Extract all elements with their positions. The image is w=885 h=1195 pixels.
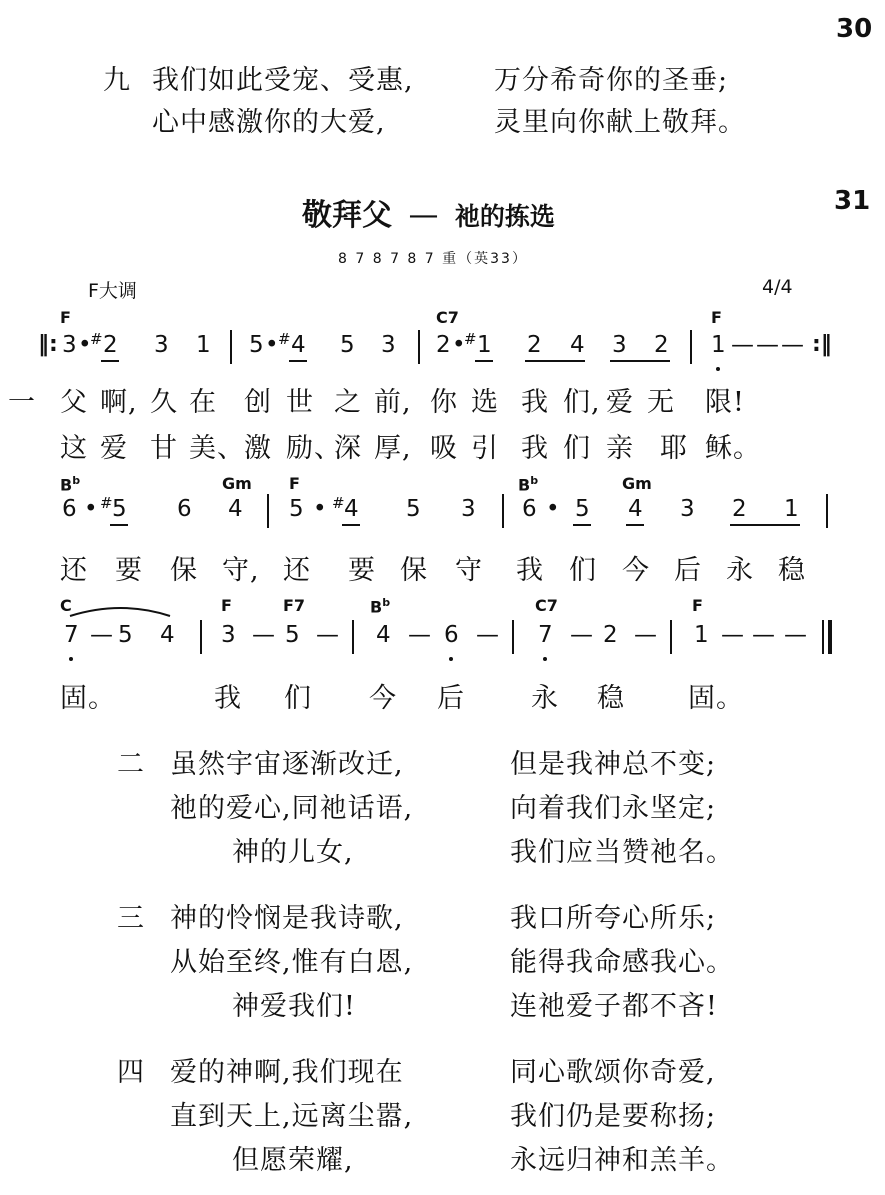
sharp: # [332,494,345,512]
note: 2 [654,332,669,358]
verse-line: 连祂爱子都不吝! [510,991,718,1022]
barline [512,620,514,654]
note: 6 [62,496,77,522]
note: 4 [291,332,306,358]
lyric-char: 永 [726,555,754,586]
note: 4 [160,622,175,648]
note: 5 [249,332,264,358]
dash: — [252,622,275,648]
barline [690,330,692,364]
verse-line: 直到天上,远离尘嚣, [170,1101,414,1132]
title-main: 敬拜父 [302,198,392,233]
key-signature: F大调 [88,280,137,302]
dash: — [634,622,657,648]
lyric-char: 我 [214,683,242,714]
dot-duration: • [84,496,98,522]
chord: F7 [283,596,306,615]
verse-line: 虽然宇宙逐渐改迁, [170,749,404,780]
lyric-char: 还 [283,555,311,586]
note: 2 [436,332,451,358]
note: 3 [680,496,695,522]
flat-sign: b [530,474,539,487]
verse-line: 但愿荣耀, [232,1145,354,1176]
lyric-char: 守 [455,555,483,586]
verse-line: 我口所夸心所乐; [510,903,717,934]
note: 4 [376,622,391,648]
note: 4 [570,332,585,358]
dash: — [731,332,754,358]
lyric-row-1b [0,426,885,464]
lyric-char: 稳 [597,683,625,714]
note: 5 [289,496,304,522]
chord: F [289,474,300,493]
dash: — [90,622,113,648]
notes-row-1 [0,332,885,372]
note: 3 [381,332,396,358]
flat-sign: b [382,596,391,609]
verse-line: 爱的神啊,我们现在 [170,1057,404,1088]
lyric-char: 永 [531,683,559,714]
lyric-char: 之 [334,387,362,418]
note: 5 [406,496,421,522]
dash: — [316,622,339,648]
prev-verse-number: 九 [103,65,131,96]
verse-number: 三 [117,903,145,934]
low-octave-dot [69,657,73,661]
underline [475,360,493,362]
prev-verse-line: 万分希奇你的圣垂; [494,65,729,96]
sharp: # [90,330,103,348]
lyric-char: 守, [222,555,260,586]
underline [101,360,119,362]
note: 6 [522,496,537,522]
lyric-char: 们 [284,683,312,714]
dash: — [784,622,807,648]
lyric-char: 们 [563,433,591,464]
lyric-row-1a [0,380,885,418]
barline [230,330,232,364]
notes-row-2 [0,496,885,536]
verse-line: 祂的爱心,同祂话语, [170,793,414,824]
low-octave-dot [449,657,453,661]
final-barline-thick [828,620,832,654]
lyric-char: 你 [430,387,458,418]
dash: — [570,622,593,648]
underline [610,360,670,362]
note: 1 [196,332,211,358]
lyric-char: 这 [60,433,88,464]
dash: — [476,622,499,648]
note: 4 [228,496,243,522]
lyric-row-2 [0,548,885,586]
verse-line: 但是我神总不变; [510,749,717,780]
lyric-char: 固。 [688,683,744,714]
lyric-char: 无 [647,387,675,418]
flat-sign: b [72,474,81,487]
lyric-char: 爱 [606,387,634,418]
verse-line: 我们应当赞祂名。 [510,837,734,868]
lyric-char: 啊, [100,387,138,418]
chord: C7 [535,596,558,615]
verse-line: 神爱我们! [232,991,356,1022]
chord: $B^b$ [518,474,539,495]
lyric-char: 我 [521,433,549,464]
underline [730,524,800,526]
note: 3 [221,622,236,648]
prev-verse-line: 我们如此受宠、受惠, [152,65,414,96]
title-sub: 祂的拣选 [454,202,555,231]
prev-verse-line: 心中感激你的大爱, [152,107,386,138]
verse-number: 四 [117,1057,145,1088]
underline [342,524,360,526]
page-number: 30 [836,14,873,44]
lyric-char: 们 [569,555,597,586]
dash: — [781,332,804,358]
meter: 8 7 8 7 8 7 重（英33） [338,251,528,267]
barline [670,620,672,654]
lyric-char: 后 [437,683,465,714]
prev-verse-line: 灵里向你献上敬拜。 [494,107,746,138]
dot-duration: • [313,496,327,522]
lyric-char: 固。 [60,683,116,714]
lyric-char: 要 [348,555,376,586]
note: 7 [538,622,553,648]
final-barline-thin [822,620,824,654]
dot-duration: • [452,332,466,358]
repeat-start: ‖: [38,332,58,357]
note: 3 [62,332,77,358]
verse-line: 向着我们永坚定; [510,793,717,824]
chord: C7 [436,308,459,327]
dash: — [408,622,431,648]
note: 2 [732,496,747,522]
lyric-char: 励、 [286,433,342,464]
note: 3 [612,332,627,358]
sharp: # [278,330,291,348]
lyric-char: 爱 [100,433,128,464]
note: 1 [477,332,492,358]
note: 4 [628,496,643,522]
lyric-char: 厚, [374,433,412,464]
low-octave-dot [543,657,547,661]
dash: — [756,332,779,358]
dot-duration: • [265,332,279,358]
chord: Gm [222,474,252,493]
lyric-char: 后 [674,555,702,586]
hymn-number: 31 [834,186,871,216]
barline [502,494,504,528]
note: 3 [154,332,169,358]
note: 2 [527,332,542,358]
note: 1 [784,496,799,522]
note: 6 [177,496,192,522]
lyric-char: 深 [334,433,362,464]
lyric-char: 保 [170,555,198,586]
lyric-char: 今 [622,555,650,586]
dash: — [752,622,775,648]
verse-line: 永远归神和羔羊。 [510,1145,734,1176]
note: 6 [444,622,459,648]
verse-line: 能得我命感我心。 [510,947,734,978]
barline [826,494,828,528]
dash: — [721,622,744,648]
lyric-char: 还 [60,555,88,586]
lyric-char: 吸 [430,433,458,464]
title-dash: — [408,198,439,233]
lyric-char: 们, [563,387,601,418]
verse-line: 我们仍是要称扬; [510,1101,717,1132]
barline [352,620,354,654]
low-octave-dot [716,367,720,371]
note: 1 [694,622,709,648]
note: 2 [103,332,118,358]
chord: F [221,596,232,615]
lyric-char: 我 [516,555,544,586]
lyric-char: 保 [400,555,428,586]
chord: $B^b$ [370,596,391,617]
chord: F [711,308,722,327]
barline [418,330,420,364]
lyric-char: 引 [471,433,499,464]
lyric-char: 限! [705,387,745,418]
repeat-end: :‖ [812,332,832,357]
lyric-row-3 [0,676,885,714]
lyric-char: 美、 [189,433,245,464]
time-signature: 4/4 [762,276,793,298]
note: 5 [575,496,590,522]
verse-line: 神的怜悯是我诗歌, [170,903,404,934]
dot-duration: • [78,332,92,358]
verse-line: 从始至终,惟有白恩, [170,947,414,978]
note: 4 [344,496,359,522]
hymn-title [302,190,555,234]
chord: $B^b$ [60,474,81,495]
lyric-char: 稳 [778,555,806,586]
note: 3 [461,496,476,522]
barline [200,620,202,654]
chord: Gm [622,474,652,493]
note: 2 [603,622,618,648]
note: 5 [118,622,133,648]
sharp: # [100,494,113,512]
lyric-char: 激 [244,433,272,464]
lyric-char: 要 [115,555,143,586]
chord: F [60,308,71,327]
barline [267,494,269,528]
note: 5 [340,332,355,358]
dot-duration: • [546,496,560,522]
lyric-char: 今 [369,683,397,714]
sharp: # [464,330,477,348]
lyric-char: 亲 [606,433,634,464]
note: 5 [112,496,127,522]
lyric-char: 父 [60,387,88,418]
lyric-char: 甘 [150,433,178,464]
verse-number: 二 [117,749,145,780]
lyric-char: 创 [244,387,272,418]
underline [626,524,644,526]
lyric-char: 久 [150,387,178,418]
chord: F [692,596,703,615]
notes-row-3 [0,622,885,662]
lyric-char: 前, [374,387,412,418]
chord: C [60,596,72,615]
underline [525,360,585,362]
lyric-char: 世 [286,387,314,418]
lyric-char: 稣。 [705,433,761,464]
underline [573,524,591,526]
note: 7 [64,622,79,648]
underline [289,360,307,362]
verse-line: 神的儿女, [232,837,354,868]
underline [110,524,128,526]
lyric-char: 我 [521,387,549,418]
lyric-char: 在 [189,387,217,418]
verse-line: 同心歌颂你奇爱, [510,1057,716,1088]
note: 1 [711,332,726,358]
verse-number: 一 [8,387,36,418]
note: 5 [285,622,300,648]
lyric-char: 选 [471,387,499,418]
lyric-char: 耶 [660,433,688,464]
